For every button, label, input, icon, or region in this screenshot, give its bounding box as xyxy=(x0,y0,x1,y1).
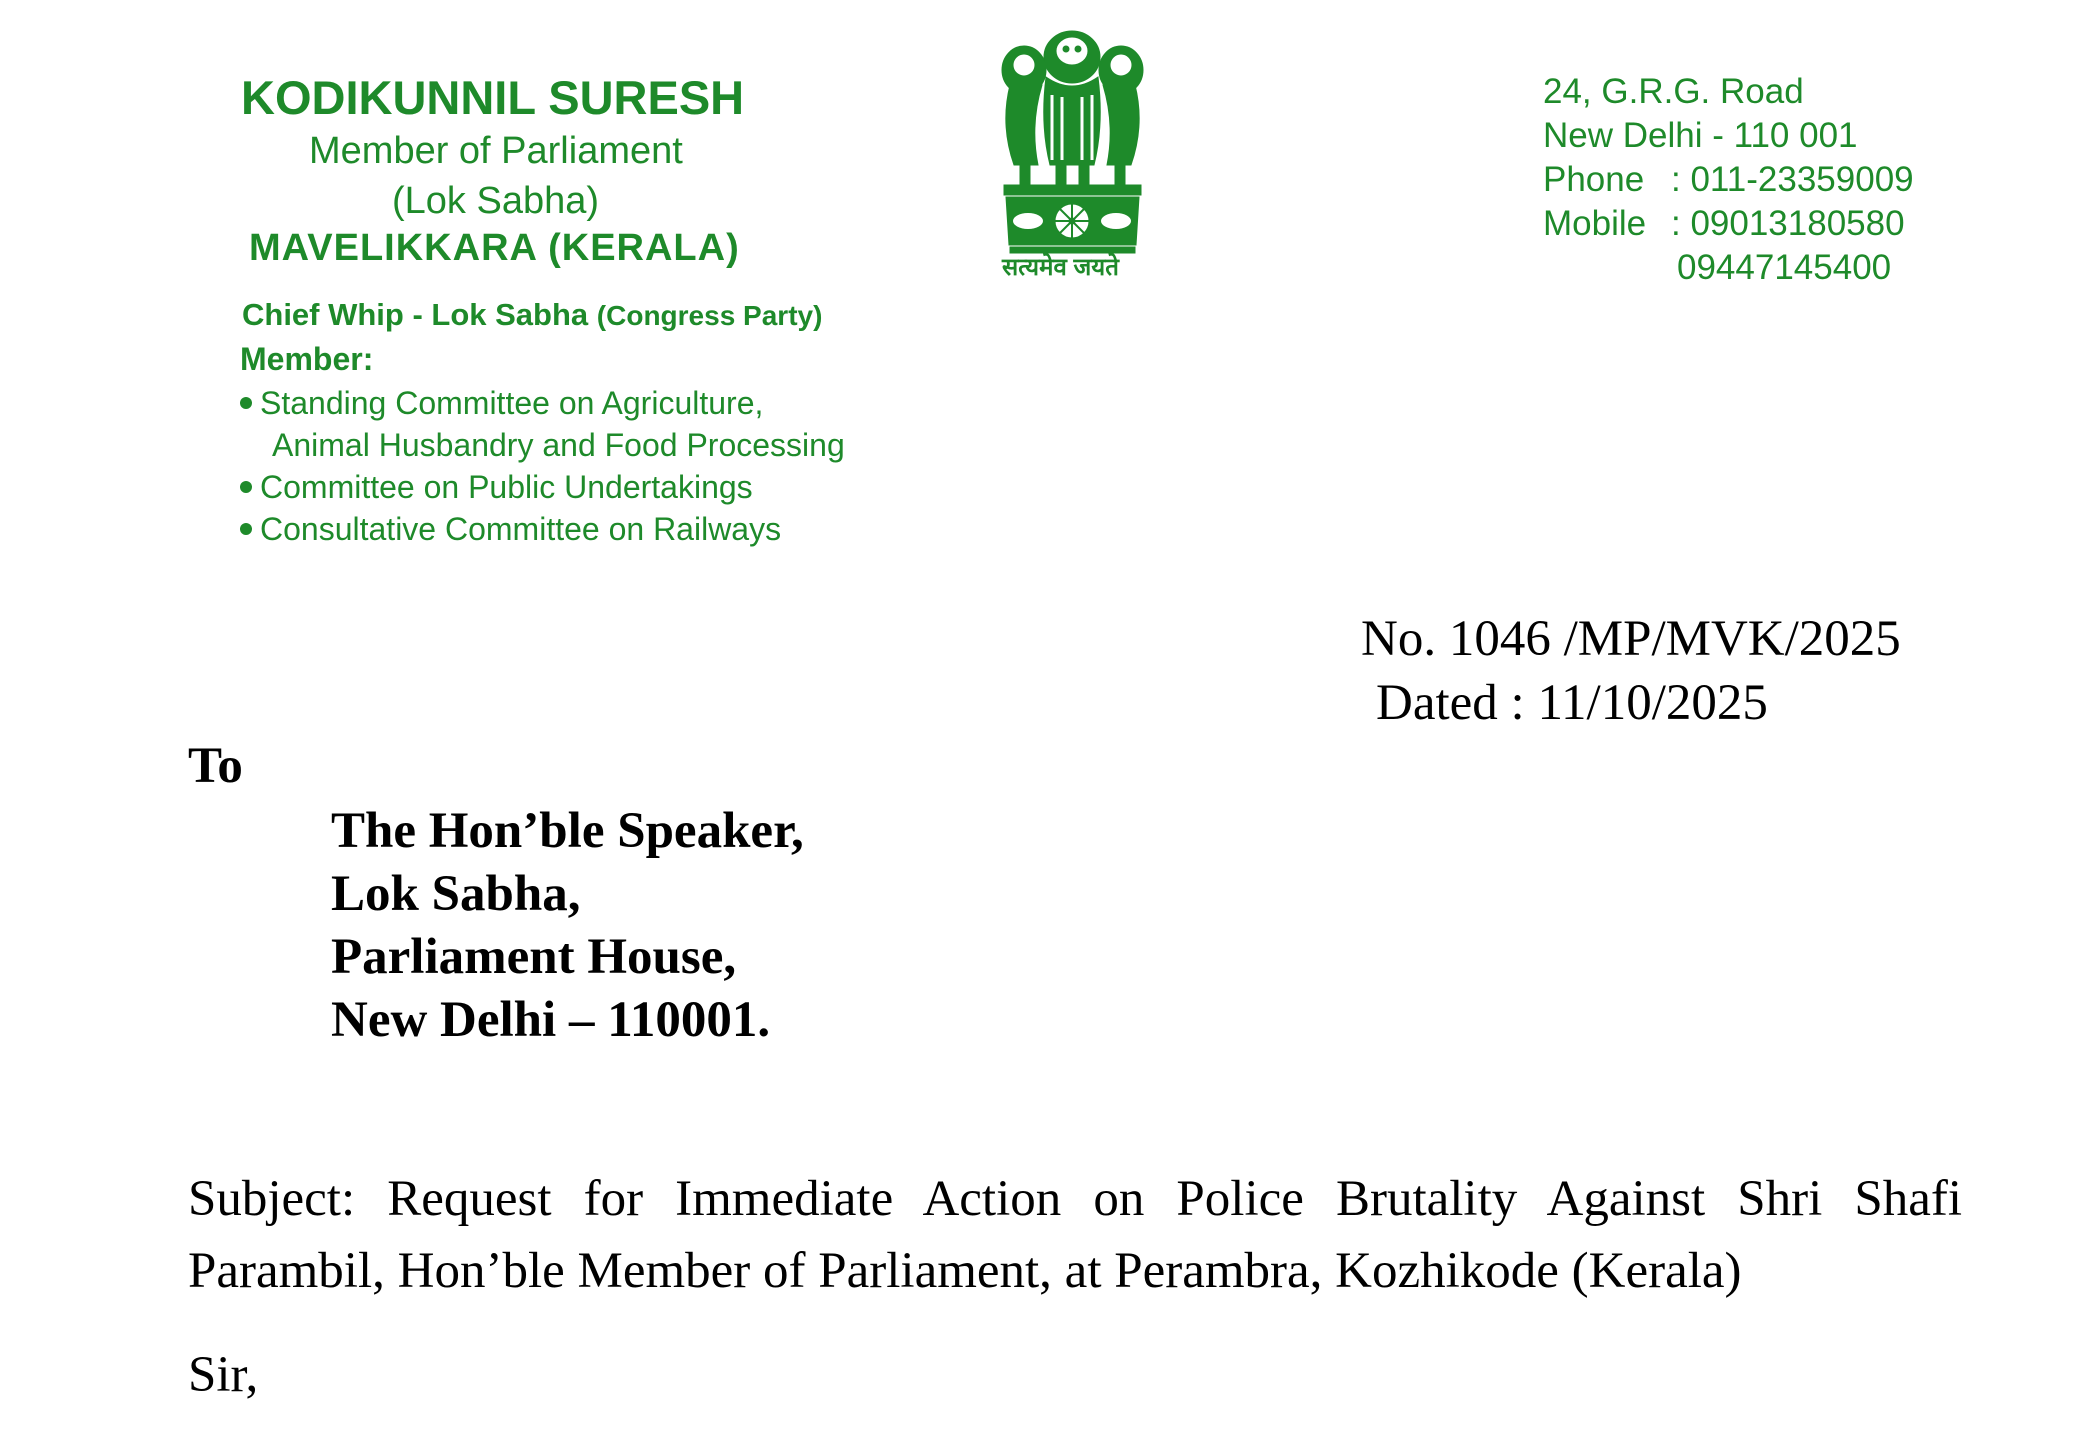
address-line-2: New Delhi - 110 001 xyxy=(1543,116,1858,155)
recipient-address xyxy=(331,800,804,1052)
phone-label: Phone xyxy=(1543,160,1645,199)
whip-party: (Congress Party) xyxy=(596,300,823,331)
recipient-line: The Hon’ble Speaker, xyxy=(331,803,804,859)
sender-house: (Lok Sabha) xyxy=(392,180,600,222)
committee-list xyxy=(240,382,845,550)
mobile-number-1: : 09013180580 xyxy=(1671,204,1905,243)
mobile-number-2: 09447145400 xyxy=(1677,248,1892,287)
recipient-line: Parliament House, xyxy=(331,929,737,985)
mobile-line xyxy=(1543,202,1914,246)
reference-number: No. 1046 /MP/MVK/2025 xyxy=(1361,611,1901,667)
committee-item-continuation: Animal Husbandry and Food Processing xyxy=(272,427,845,463)
phone-line xyxy=(1543,158,1914,202)
bullet-icon xyxy=(240,481,252,493)
committee-item: Standing Committee on Agriculture, xyxy=(240,382,845,424)
bullet-icon xyxy=(240,397,252,409)
sender-name: KODIKUNNIL SURESH xyxy=(241,71,745,124)
whip-title: Chief Whip - Lok Sabha xyxy=(242,297,589,332)
mobile-label: Mobile xyxy=(1543,204,1647,243)
letter-date: Dated : 11/10/2025 xyxy=(1376,675,1768,731)
lion-capital-emblem-icon xyxy=(990,15,1155,285)
reference-block xyxy=(1361,607,1901,735)
committee-item: Consultative Committee on Railways xyxy=(240,508,845,550)
phone-number: : 011-23359009 xyxy=(1671,160,1914,199)
emblem-motto: सत्यमेव जयते xyxy=(1002,254,1119,281)
recipient-line: New Delhi – 110001. xyxy=(331,992,771,1048)
bullet-icon xyxy=(240,523,252,535)
contact-block xyxy=(1543,70,1914,290)
sender-role: Member of Parliament xyxy=(309,130,683,172)
address-line-1: 24, G.R.G. Road xyxy=(1543,72,1804,111)
to-label: To xyxy=(188,738,243,794)
salutation: Sir, xyxy=(188,1347,259,1403)
committee-item: Committee on Public Undertakings xyxy=(240,466,845,508)
chief-whip-line xyxy=(242,297,822,333)
subject-line: Subject: Request for Immediate Action on Police Brutality Against Shri Shafi Parambil, Hon’ble Member of Parliament, at Perambra, Kozhikode (Kerala) xyxy=(188,1171,1962,1299)
recipient-line: Lok Sabha, xyxy=(331,866,581,922)
member-label: Member: xyxy=(240,341,374,377)
sender-constituency: MAVELIKKARA (KERALA) xyxy=(249,227,740,269)
